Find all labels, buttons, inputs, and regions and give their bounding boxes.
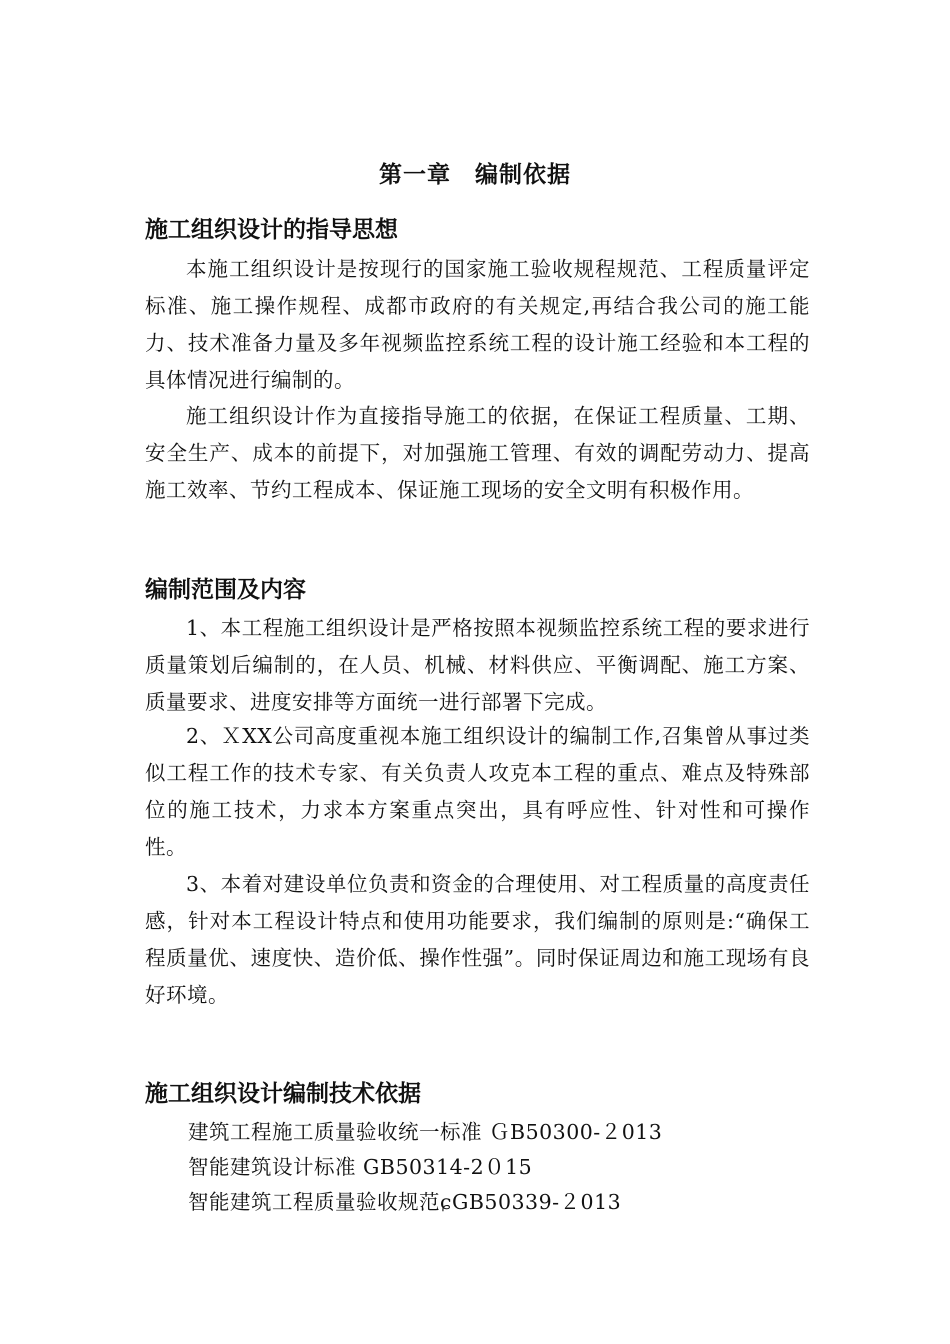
paragraph: 3、本着对建设单位负责和资金的合理使用、对工程质量的高度责任感，针对本工程设计特点和使用功能要求，我们编制的原则是:“确保工程质量优、速度快、造价低、操作性强”。同时保证周边和施工现场有良好环境。 bbox=[145, 872, 810, 1007]
standard-item: 建筑工程施工质量验收统一标准 ＧB50300-２013 bbox=[188, 1120, 663, 1144]
paragraph: 2、ＸXX公司高度重视本施工组织设计的编制工作,召集曾从事过类似工程工作的技术专家、有关负责人攻克本工程的重点、难点及特殊部位的施工技术，力求本方案重点突出，具有呼应性、针对性和可操作性。 bbox=[145, 724, 810, 859]
standard-item: 智能建筑设计标准 GB50314-2０15 bbox=[188, 1155, 533, 1179]
section-heading-scope-and-content: 编制范围及内容 bbox=[145, 577, 306, 603]
paragraph: 施工组织设计作为直接指导施工的依据，在保证工程质量、工期、安全生产、成本的前提下，对加强施工管理、有效的调配劳动力、提高施工效率、节约工程成本、保证施工现场的安全文明有积极作用。 bbox=[145, 404, 810, 502]
section-heading-technical-basis: 施工组织设计编制技术依据 bbox=[145, 1081, 421, 1107]
paragraph: 本施工组织设计是按现行的国家施工验收规程规范、工程质量评定标准、施工操作规程、成都市政府的有关规定,再结合我公司的施工能力、技术准备力量及多年视频监控系统工程的设计施工经验和本工程的具体情况进行编制的。 bbox=[145, 257, 810, 392]
section-heading-guiding-ideas: 施工组织设计的指导思想 bbox=[145, 217, 398, 243]
standard-item: 智能建筑工程质量验收规范ɕGB50339-２013 bbox=[188, 1190, 622, 1214]
chapter-title: 第一章 编制依据 bbox=[379, 162, 571, 188]
paragraph: 1、本工程施工组织设计是严格按照本视频监控系统工程的要求进行质量策划后编制的，在人员、机械、材料供应、平衡调配、施工方案、质量要求、进度安排等方面统一进行部署下完成。 bbox=[145, 616, 810, 714]
